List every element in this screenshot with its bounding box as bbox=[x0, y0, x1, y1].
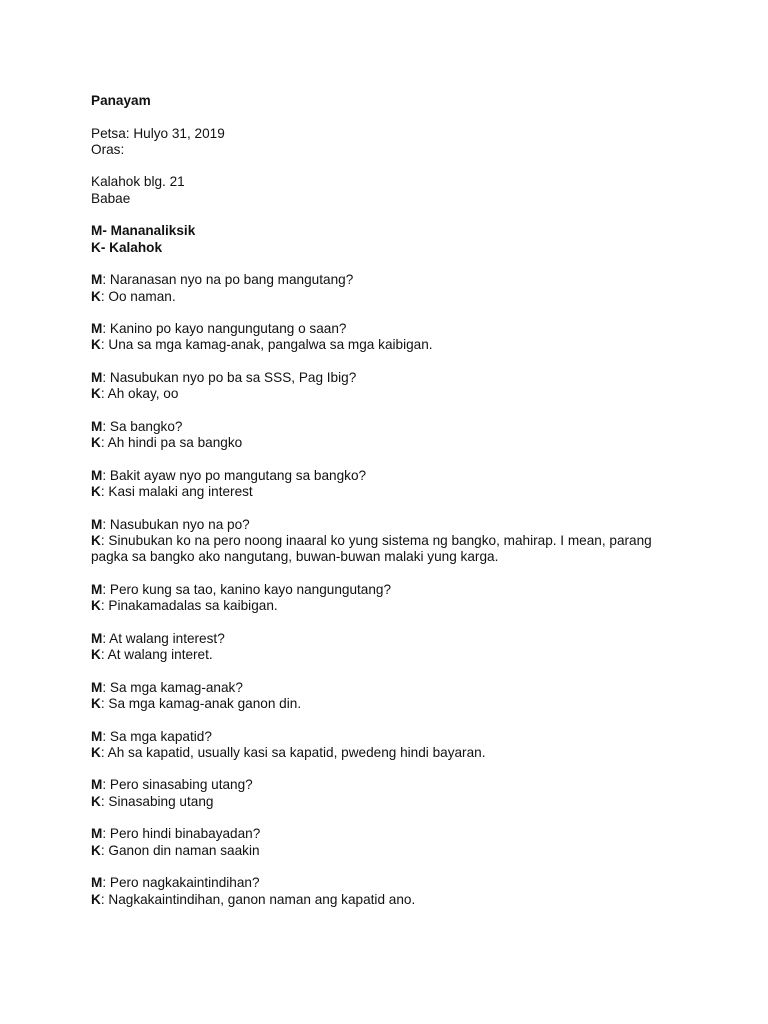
separator: : bbox=[102, 728, 110, 744]
spacer bbox=[91, 207, 731, 223]
separator: : bbox=[100, 484, 109, 500]
answer-text: Oo naman. bbox=[108, 288, 176, 304]
question-text: Pero hindi binabayadan? bbox=[109, 826, 261, 842]
answer-text: Ganon din naman saakin bbox=[108, 842, 260, 858]
separator: : bbox=[100, 533, 109, 549]
answer-line bbox=[91, 533, 691, 566]
speaker-label-k: K bbox=[91, 484, 101, 500]
speaker-label-m: M bbox=[91, 728, 103, 744]
speaker-label-k: K bbox=[91, 793, 101, 809]
participant-number: Kalahok blg. 21 bbox=[91, 174, 185, 190]
separator: : bbox=[100, 288, 109, 304]
answer-line bbox=[91, 386, 691, 402]
answer-line bbox=[91, 484, 691, 500]
separator: : bbox=[102, 777, 110, 793]
answer-line bbox=[91, 647, 691, 663]
speaker-label-k: K bbox=[91, 842, 101, 858]
spacer bbox=[91, 354, 731, 370]
separator: : bbox=[100, 386, 108, 402]
separator: : bbox=[100, 744, 108, 760]
document-title: Panayam bbox=[91, 93, 151, 108]
speaker-label-m: M bbox=[91, 272, 103, 288]
spacer bbox=[91, 761, 731, 777]
legend-researcher: M- Mananaliksik bbox=[91, 223, 196, 239]
question-text: Nasubukan nyo na po? bbox=[109, 516, 250, 532]
answer-text: Pinakamadalas sa kaibigan. bbox=[108, 598, 278, 614]
speaker-label-k: K bbox=[91, 386, 101, 402]
spacer bbox=[91, 403, 731, 419]
speaker-label-m: M bbox=[91, 777, 103, 793]
separator: : bbox=[102, 467, 110, 483]
answer-text: Ah hindi pa sa bangko bbox=[107, 435, 243, 451]
question-line bbox=[91, 729, 731, 745]
answer-line bbox=[91, 435, 691, 451]
spacer bbox=[91, 712, 731, 728]
interview-document bbox=[91, 93, 731, 908]
answer-line bbox=[91, 598, 691, 614]
spacer bbox=[91, 452, 731, 468]
separator: : bbox=[100, 842, 109, 858]
answer-text: Kasi malaki ang interest bbox=[108, 484, 253, 500]
separator: : bbox=[102, 630, 110, 646]
question-line bbox=[91, 272, 731, 288]
interview-exchanges bbox=[91, 256, 731, 908]
speaker-label-m: M bbox=[91, 581, 103, 597]
answer-line bbox=[91, 289, 691, 305]
spacer bbox=[91, 158, 731, 174]
spacer bbox=[91, 810, 731, 826]
participant-gender: Babae bbox=[91, 190, 131, 206]
speaker-label-k: K bbox=[91, 435, 101, 451]
separator: : bbox=[100, 695, 109, 711]
answer-line bbox=[91, 745, 691, 761]
question-text: Sa bangko? bbox=[109, 418, 183, 434]
separator: : bbox=[102, 516, 110, 532]
legend-participant: K- Kalahok bbox=[91, 239, 163, 255]
question-line bbox=[91, 468, 731, 484]
separator: : bbox=[100, 435, 108, 451]
separator: : bbox=[100, 337, 109, 353]
question-text: Pero sinasabing utang? bbox=[109, 777, 253, 793]
separator: : bbox=[102, 370, 110, 386]
separator: : bbox=[102, 272, 110, 288]
separator: : bbox=[102, 826, 110, 842]
question-text: Nasubukan nyo po ba sa SSS, Pag Ibig? bbox=[109, 370, 357, 386]
speaker-label-k: K bbox=[91, 695, 101, 711]
question-line bbox=[91, 631, 731, 647]
answer-text: Sa mga kamag-anak ganon din. bbox=[108, 695, 302, 711]
speaker-label-m: M bbox=[91, 516, 103, 532]
spacer bbox=[91, 109, 731, 125]
answer-text: Sinasabing utang bbox=[108, 793, 214, 809]
speaker-label-m: M bbox=[91, 826, 103, 842]
speaker-label-k: K bbox=[91, 533, 101, 549]
question-line bbox=[91, 517, 731, 533]
question-text: At walang interest? bbox=[109, 630, 225, 646]
question-text: Kanino po kayo nangungutang o saan? bbox=[109, 321, 347, 337]
speaker-label-k: K bbox=[91, 337, 101, 353]
question-line bbox=[91, 321, 731, 337]
speaker-label-m: M bbox=[91, 321, 103, 337]
speaker-label-k: K bbox=[91, 288, 101, 304]
question-text: Sa mga kapatid? bbox=[109, 728, 212, 744]
spacer bbox=[91, 500, 731, 516]
separator: : bbox=[100, 891, 109, 907]
answer-text: Una sa mga kamag-anak, pangalwa sa mga kaibigan. bbox=[108, 337, 433, 353]
spacer bbox=[91, 305, 731, 321]
speaker-label-m: M bbox=[91, 418, 103, 434]
separator: : bbox=[102, 875, 110, 891]
separator: : bbox=[102, 581, 110, 597]
separator: : bbox=[100, 647, 108, 663]
time-line: Oras: bbox=[91, 141, 125, 157]
speaker-label-m: M bbox=[91, 467, 103, 483]
question-line bbox=[91, 419, 731, 435]
speaker-label-k: K bbox=[91, 744, 101, 760]
answer-text: Sinubukan ko na pero noong inaaral ko yung sistema ng bangko, mahirap. I mean, parang pagka sa bangko ako nangutang, buwan-buwan malaki yung karga. bbox=[91, 533, 652, 565]
speaker-label-k: K bbox=[91, 598, 101, 614]
answer-line bbox=[91, 892, 691, 908]
separator: : bbox=[102, 321, 110, 337]
question-line bbox=[91, 370, 731, 386]
speaker-label-m: M bbox=[91, 679, 103, 695]
answer-text: Nagkakaintindihan, ganon naman ang kapatid ano. bbox=[108, 891, 416, 907]
answer-text: Ah sa kapatid, usually kasi sa kapatid, pwedeng hindi bayaran. bbox=[107, 744, 486, 760]
answer-line bbox=[91, 337, 691, 353]
spacer bbox=[91, 256, 731, 272]
question-line bbox=[91, 582, 731, 598]
question-text: Pero kung sa tao, kanino kayo nangungutang? bbox=[109, 581, 392, 597]
spacer bbox=[91, 615, 731, 631]
speaker-label-m: M bbox=[91, 875, 103, 891]
question-text: Sa mga kamag-anak? bbox=[109, 679, 243, 695]
question-line bbox=[91, 826, 731, 842]
spacer bbox=[91, 566, 731, 582]
spacer bbox=[91, 859, 731, 875]
spacer bbox=[91, 663, 731, 679]
date-line: Petsa: Hulyo 31, 2019 bbox=[91, 125, 225, 141]
question-line bbox=[91, 875, 731, 891]
answer-line bbox=[91, 696, 691, 712]
question-line bbox=[91, 680, 731, 696]
answer-line bbox=[91, 794, 691, 810]
speaker-label-m: M bbox=[91, 630, 103, 646]
separator: : bbox=[100, 793, 109, 809]
question-line bbox=[91, 777, 731, 793]
answer-line bbox=[91, 843, 691, 859]
separator: : bbox=[102, 679, 110, 695]
question-text: Naranasan nyo na po bang mangutang? bbox=[109, 272, 354, 288]
answer-text: At walang interet. bbox=[107, 647, 213, 663]
separator: : bbox=[100, 598, 109, 614]
question-text: Bakit ayaw nyo po mangutang sa bangko? bbox=[109, 467, 367, 483]
answer-text: Ah okay, oo bbox=[107, 386, 179, 402]
separator: : bbox=[102, 418, 110, 434]
question-text: Pero nagkakaintindihan? bbox=[109, 875, 260, 891]
speaker-label-m: M bbox=[91, 370, 103, 386]
speaker-label-k: K bbox=[91, 891, 101, 907]
speaker-label-k: K bbox=[91, 647, 101, 663]
